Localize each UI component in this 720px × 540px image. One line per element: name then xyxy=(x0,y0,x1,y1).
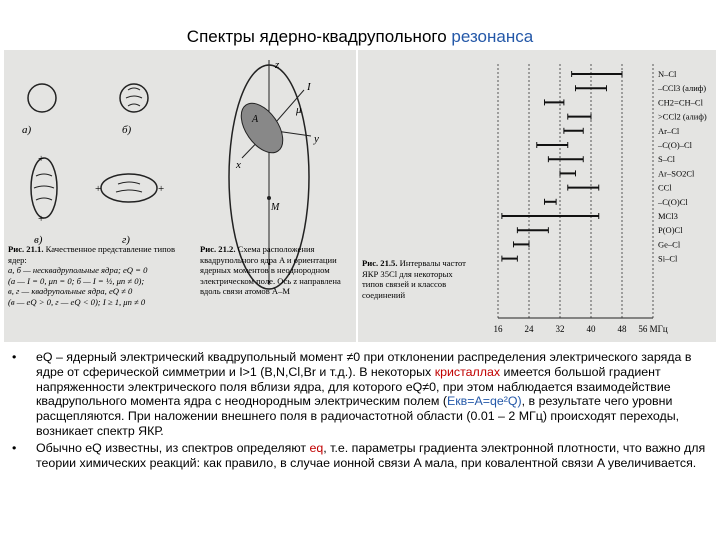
group-label: N–Cl xyxy=(658,69,677,79)
group-label: –C(O)–Cl xyxy=(658,140,692,150)
tick-label: 48 xyxy=(617,324,627,334)
axis-x-label: x xyxy=(236,159,241,171)
link-formula[interactable]: Eкв=А=qe²Q) xyxy=(446,394,522,409)
label-I: I xyxy=(307,81,311,93)
link-eq[interactable]: eq xyxy=(309,440,324,455)
group-label: CCl xyxy=(658,182,672,193)
label-b: б) xyxy=(122,124,132,136)
group-label: MCl3 xyxy=(658,211,678,221)
tick-label: 40 xyxy=(586,324,596,334)
caption-formula-4: (в — eQ > 0, г — eQ < 0); I ≥ 1, μn ≠ 0 xyxy=(8,296,146,307)
caption-fig-21-5 xyxy=(362,258,468,300)
axis-y-label: y xyxy=(314,133,319,145)
title-highlight: резонанса xyxy=(451,27,534,46)
caption-fig-21-2 xyxy=(200,244,352,297)
group-label: P(O)Cl xyxy=(658,225,683,236)
group-label: Ar–Cl xyxy=(658,125,680,136)
group-label: –C(O)Cl xyxy=(658,196,688,207)
group-label: CH2=CH–Cl xyxy=(658,97,703,108)
tick-label: 32 xyxy=(555,324,565,334)
slide-title xyxy=(0,27,720,47)
bullet-part: имеется большой градиент напряженности электрического поля вблизи ядра, для которого eQ≠0, при этом наблюдается взаимодействие квадрупольного момента ядра с неоднородным электрическим полем ( xyxy=(36,364,671,409)
caption-formula-2: (а — I = 0, μn = 0; б — I = ½, μn ≠ 0); xyxy=(8,275,145,286)
svg-text:+: + xyxy=(95,183,102,195)
label-v: в) xyxy=(34,234,43,246)
caption-text: Схема расположения квадрупольного ядра A и ориентации ядерных моментов в неоднородном электрическом поле. Ось z направлена вдоль связи атомов A–M xyxy=(200,244,341,297)
group-label: –CCl3 (алиф) xyxy=(658,83,707,94)
label-a: а) xyxy=(22,124,32,136)
label-g: г) xyxy=(122,234,130,246)
bullet-part: , т.е. параметры градиента электронной плотности, что важно для теории химических реакций: как правило, в случае ионной связи A мала, при ковалентной связи A увеличивается. xyxy=(36,440,706,470)
label-mu: μ xyxy=(296,104,302,116)
group-label: S–Cl xyxy=(658,154,676,165)
tick-label: 24 xyxy=(524,324,534,334)
caption-formula-1: а, б — несквадрупольные ядра; eQ = 0 xyxy=(8,265,148,276)
label-M: M xyxy=(271,202,280,213)
bullet-dot: • xyxy=(12,350,17,364)
bullet-item xyxy=(8,441,714,471)
group-label: Ar–SO2Cl xyxy=(658,168,695,179)
caption-fig-21-1 xyxy=(8,244,176,308)
group-label: >CCl2 (алиф) xyxy=(658,111,707,122)
caption-head: Рис. 21.1. xyxy=(8,244,44,254)
bullet-item xyxy=(8,350,714,439)
caption-formula-3: в, г — квадрупольные ядра, eQ ≠ 0 xyxy=(8,286,133,297)
link-crystals[interactable]: кристаллах xyxy=(434,364,501,379)
svg-text:+: + xyxy=(158,183,165,195)
bullet-list xyxy=(8,350,714,470)
bullet-part: eQ – ядерный электрический квадрупольный момент ≠0 при отклонении распределения электрического заряда в ядре от сферической симметрии и I>1 (B,N,Cl,Br и т.д.). В некоторых xyxy=(36,350,692,379)
bullet-text xyxy=(36,350,714,439)
bullet-part: , в результате чего уровни расщепляются. При наложении внешнего поля в радиочастотной области (0.01 – 2 МГц) происходят переходы, возникает спектр ЯКР. xyxy=(36,394,680,438)
axis-z-label: z xyxy=(275,59,280,71)
bullet-text xyxy=(36,441,714,471)
group-label: Si–Cl xyxy=(658,253,678,264)
caption-text: Интервалы частот ЯКР 35Cl для некоторых типов связей и классов соединений xyxy=(362,258,466,300)
svg-text:+: + xyxy=(38,213,45,225)
tick-label: 16 xyxy=(493,324,503,334)
figure-scan-right xyxy=(358,50,716,342)
figure-scan-left xyxy=(4,50,356,342)
title-text: Спектры ядерно-квадрупольного xyxy=(186,27,452,46)
svg-text:+: + xyxy=(38,153,45,165)
caption-head: Рис. 21.5. xyxy=(362,258,398,268)
caption-head: Рис. 21.2. xyxy=(200,244,236,254)
caption-text: Качественное представление типов ядер: xyxy=(8,244,176,265)
bullet-dot: • xyxy=(12,440,17,455)
group-label: Ge–Cl xyxy=(658,239,681,250)
bullet-part: Обычно eQ известны, из спектров определяют xyxy=(36,440,310,455)
tick-label: 56 МГц xyxy=(638,324,668,334)
label-A: A xyxy=(252,114,259,125)
